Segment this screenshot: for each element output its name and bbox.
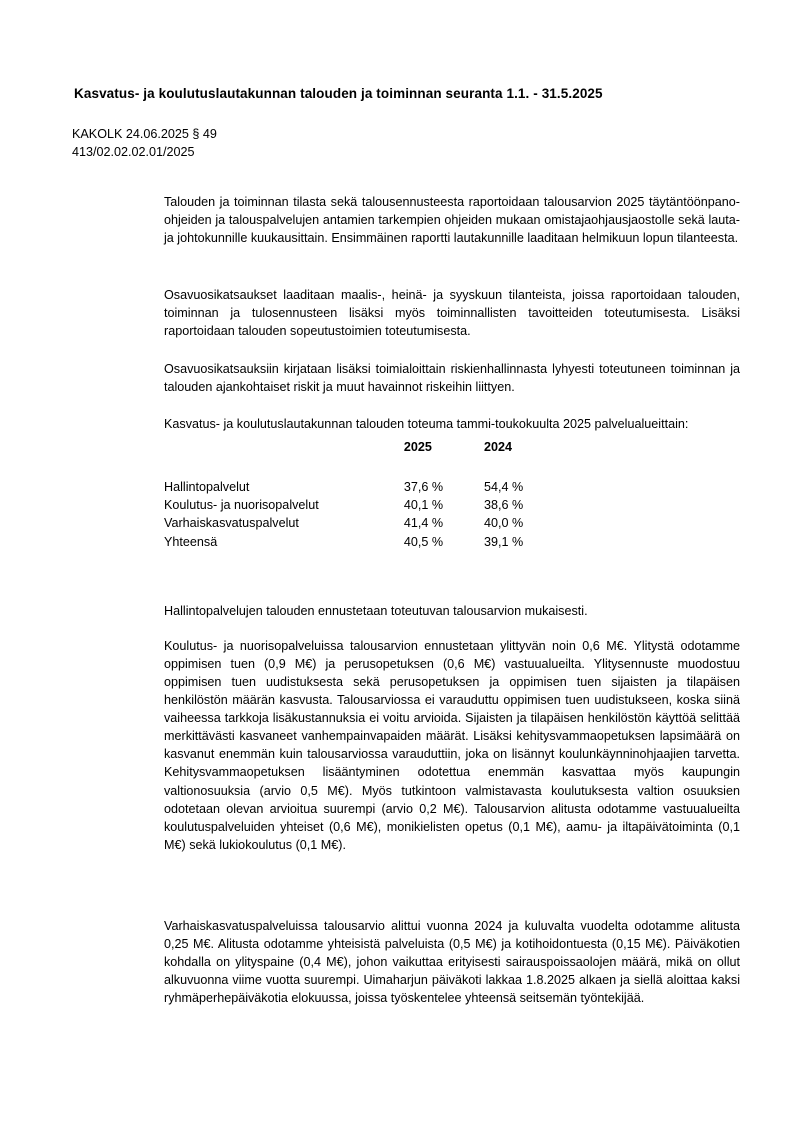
table-header-row [164, 438, 564, 478]
paragraph-reporting-basis: Talouden ja toiminnan tilasta sekä talousennusteesta raportoidaan talousarvion 2025 täytäntöönpano-ohjeiden ja talouspalvelujen antamien tarkempien ohjeiden mukaan omistajaohjausjaostolle sekä lauta- ja johtokunnille kuukausittain. Ensimmäinen raportti lautakunnille laaditaan helmikuun lopun tilanteesta. [164, 194, 740, 245]
diary-number: 413/02.02.02.01/2025 [72, 144, 195, 159]
paragraph-risk-management: Osavuosikatsauksiin kirjataan lisäksi toimialoittain riskienhallinnasta lyhyesti toteutuneen toiminnan ja talouden ajankohtaiset riskit ja muut havainnot riskeihin liittyen. [164, 361, 740, 394]
cell-2025: 40,1 % [403, 498, 444, 513]
table-row [164, 514, 564, 532]
decision-reference: KAKOLK 24.06.2025 § 49 [72, 127, 217, 141]
paragraph-interim-reports: Osavuosikatsaukset laaditaan maalis-, heinä- ja syyskuun tilanteista, joissa raportoidaan talouden, toiminnan ja tulosennusteen lisäksi myös toiminnallisten tavoitteiden toteutumisesta. Lisäksi raportoidaan talouden sopeutustoimien toteutumisesta. [164, 287, 740, 338]
paragraph-early-childhood-education: Varhaiskasvatuspalveluissa talousarvio alittui vuonna 2024 ja kuluvalta vuodelta odotamme alitusta 0,25 M€. Alitusta odotamme yhteisistä palveluista (0,5 M€) ja kotihoidontuesta (0,15 M€). Päiväkotien kohdalla on ylityspaine (0,4 M€), johon vaikuttaa erityisesti sairauspoissaolojen määrä, mikä on ollut alkuvuonna viime vuotta suurempi. Uimaharjun päiväkoti lakkaa 1.8.2025 alkaen ja siellä aloittaa kaksi ryhmäperhepäiväkotia elokuussa, joissa työskentelee yhteensä seitsemän työntekijää. [164, 918, 740, 1006]
budget-realisation-table [164, 438, 584, 551]
cell-2024: 40,0 % [483, 516, 524, 531]
table-row [164, 478, 564, 496]
column-header-2025: 2025 [403, 440, 432, 454]
cell-service-area: Varhaiskasvatuspalvelut [164, 516, 299, 531]
table-row [164, 533, 564, 551]
paragraph-administration-services: Hallintopalvelujen talouden ennustetaan toteutuvan talousarvion mukaisesti. [164, 603, 588, 618]
cell-2024: 39,1 % [483, 534, 524, 549]
table-row [164, 496, 564, 514]
column-header-2024: 2024 [483, 440, 512, 454]
cell-service-area: Hallintopalvelut [164, 480, 250, 495]
cell-2024: 38,6 % [483, 498, 524, 513]
cell-service-area: Koulutus- ja nuorisopalvelut [164, 498, 319, 513]
cell-2024: 54,4 % [483, 480, 524, 495]
paragraph-education-youth-services: Koulutus- ja nuorisopalveluissa talousarvion ennustetaan ylittyvän noin 0,6 M€. Ylitystä odotamme oppimisen tuen (0,9 M€) ja perusopetuksen (0,6 M€) vastuualueilta. Ylitysennuste muodostuu oppimisen tuen uudistuksesta sekä perusopetuksen ja oppimisen tuen sijaisten ja tilapäisen henkilöstön määrän kasvusta. Talousarviossa ei varauduttu oppimisen tuen uudistukseen, koska siinä vaiheessa tarkkoja lisäkustannuksia ei voitu arvioida. Sijaisten ja tilapäisen henkilöstön käyttöä selittää merkittävästi kasvaneet vanhempainvapaiden määrät. Lisäksi kehitysvammaopetuksen lapsimäärä on kasvanut enemmän kuin talousarviossa varauduttiin, joka on lisännyt koulunkäynninohjaajien tarvetta. Kehitysvammaopetuksen lisääntyminen odotettua enemmän kasvattaa myös kaupungin valtionosuuksia (arvio 0,5 M€). Myös tutkintoon valmistavasta koulutuksesta valtion osuuksien odotetaan olevan arvioitua suurempi (arvio 0,2 M€). Talousarvion alitusta odotamme vastuualueilta koulutuspalveluiden yhteiset (0,6 M€), monikielisten opetus (0,1 M€), aamu- ja iltapäivätoiminta (0,1 M€) sekä lukiokoulutus (0,1 M€). [164, 638, 740, 852]
cell-2025: 40,5 % [403, 534, 444, 549]
cell-service-area: Yhteensä [164, 534, 218, 549]
paragraph-table-intro: Kasvatus- ja koulutuslautakunnan talouden toteuma tammi-toukokuulta 2025 palvelualueittain: [164, 416, 689, 431]
cell-2025: 37,6 % [403, 480, 444, 495]
document-meta [72, 126, 472, 162]
column-header-service-area [164, 438, 404, 478]
cell-2025: 41,4 % [403, 516, 444, 531]
page-title: Kasvatus- ja koulutuslautakunnan talouden ja toiminnan seuranta 1.1. - 31.5.2025 [74, 86, 603, 101]
